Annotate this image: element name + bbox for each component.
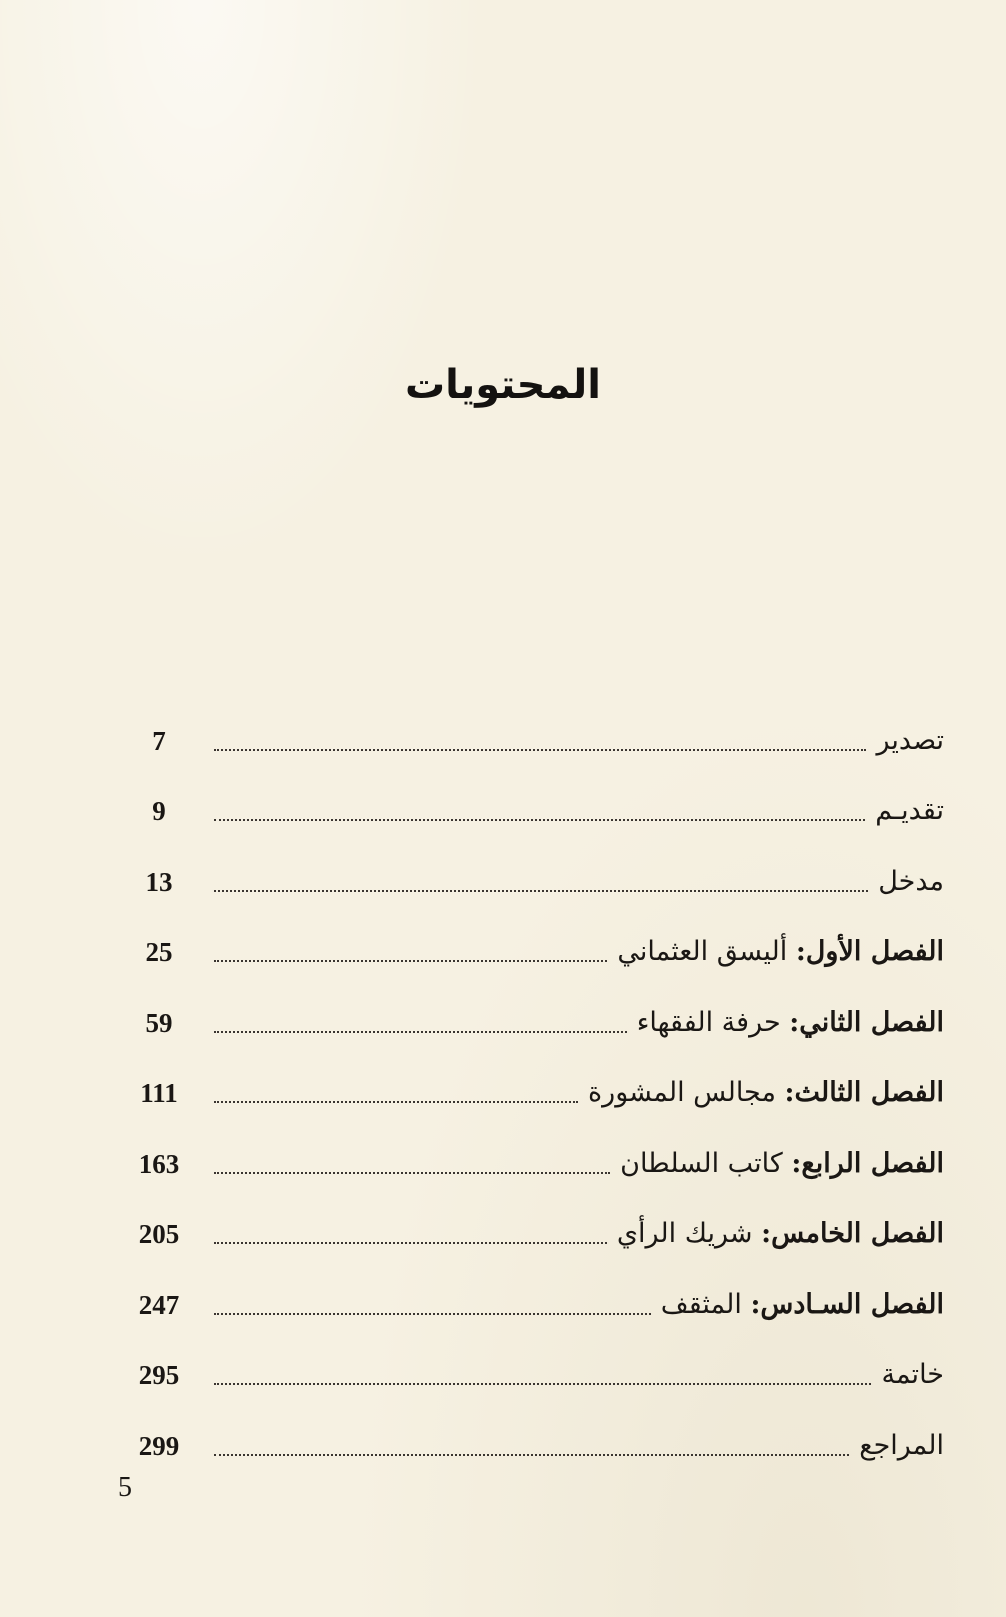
toc-entry-label [607,932,944,972]
leader-dots [214,819,865,821]
leader-dots [214,1313,651,1315]
toc-entry-label [871,1355,944,1395]
toc-entry[interactable] [128,972,944,1043]
toc-page-number: 163 [138,1148,180,1179]
leader-dots [214,1242,607,1244]
leader-dots [214,1454,849,1456]
toc-entry[interactable] [128,1325,944,1396]
toc-entry[interactable] [128,902,944,973]
toc-entry[interactable] [128,690,944,761]
toc-page-number: 7 [152,725,166,756]
toc-entry[interactable] [128,831,944,902]
toc-title: كاتب السلطان [620,1147,783,1179]
toc-title: المراجع [859,1429,944,1461]
toc-entry-label [849,1426,944,1466]
toc-entry-label [607,1214,944,1254]
toc-page-number: 9 [152,796,166,826]
toc-entry[interactable] [128,1184,944,1255]
toc-entry-label [610,1144,944,1184]
page-number: 5 [118,1472,132,1503]
toc-entry[interactable] [128,1113,944,1184]
leader-dots [214,749,866,751]
toc-entry-label [868,862,944,902]
toc-title: المثقف [660,1288,742,1320]
toc-title: مجالس المشورة [588,1077,776,1108]
toc-page-number: 299 [138,1430,180,1461]
toc-chapter-prefix: الفصل الرابع: [791,1147,944,1179]
toc-chapter-prefix: الفصل الثالث: [784,1077,944,1108]
toc-chapter-prefix: الفصل الثاني: [789,1006,944,1038]
toc-chapter-prefix: الفصل الخامس: [761,1218,944,1249]
toc-entry[interactable] [128,1395,944,1466]
toc-title: شريك الرأي [616,1218,753,1249]
table-of-contents [128,690,944,1466]
toc-page-number: 13 [145,866,173,897]
toc-entry-label [627,1003,944,1043]
toc-entry-label [651,1285,944,1325]
page-title: المحتويات [404,362,601,408]
toc-page-number: 111 [140,1078,178,1108]
toc-page-number: 59 [145,1007,173,1038]
toc-title: تقديـم [875,795,944,826]
toc-title: تصدير [876,724,944,756]
toc-title: حرفة الفقهاء [636,1006,781,1038]
toc-page-number: 247 [138,1289,180,1320]
leader-dots [214,1383,871,1385]
leader-dots [214,1172,610,1174]
toc-entry[interactable] [128,761,944,832]
toc-chapter-prefix: الفصل السـادس: [750,1288,944,1320]
toc-chapter-prefix: الفصل الأول: [795,936,944,967]
leader-dots [214,890,868,892]
toc-entry-label [866,721,944,761]
toc-title: خاتمة [881,1359,944,1390]
leader-dots [214,1101,578,1103]
leader-dots [214,1031,627,1033]
toc-title: أليسق العثماني [617,936,788,967]
toc-entry-label [578,1073,944,1113]
toc-page-number: 25 [145,937,173,967]
toc-entry[interactable] [128,1043,944,1114]
toc-page-number: 295 [138,1360,180,1390]
toc-entry-label [865,791,944,831]
toc-title: مدخل [878,865,944,897]
toc-page-number: 205 [138,1219,180,1249]
leader-dots [214,960,607,962]
toc-entry[interactable] [128,1254,944,1325]
